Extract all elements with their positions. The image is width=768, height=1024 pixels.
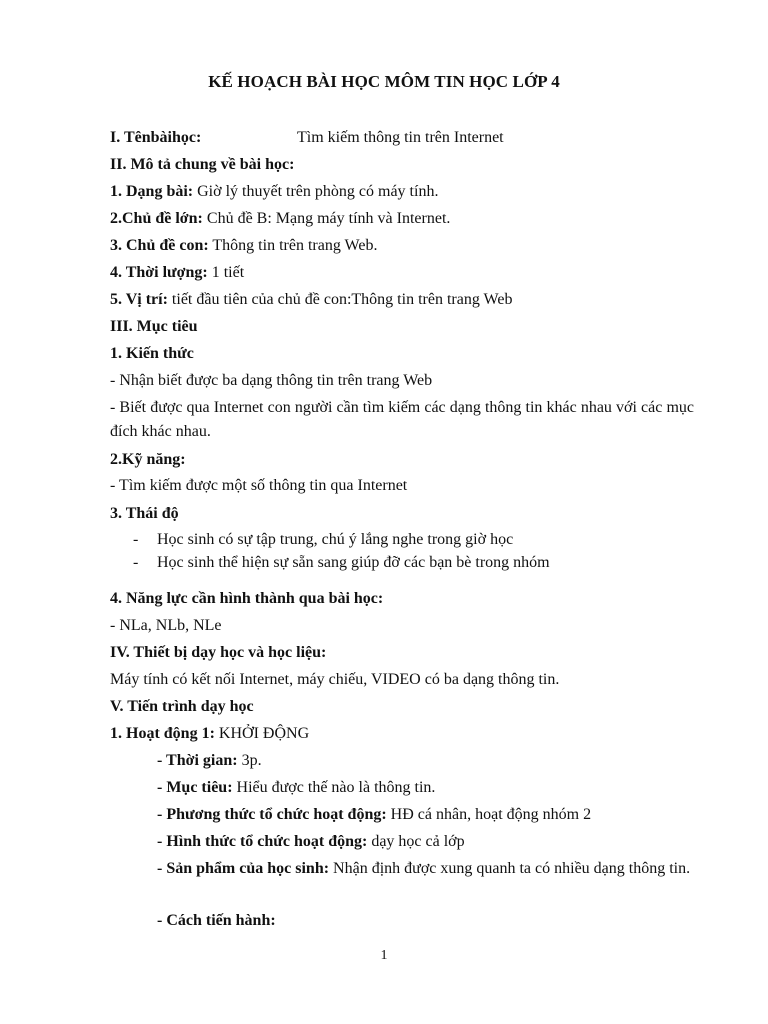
knowledge-heading: 1. Kiến thức — [110, 345, 194, 362]
attitude-list-item — [133, 529, 694, 551]
product-value: Nhận định được xung quanh ta có nhiều dạng thông tin. — [329, 860, 691, 877]
item5-value: tiết đầu tiên của chủ đề con:Thông tin trên trang Web — [167, 291, 513, 308]
lesson-name-row — [110, 127, 694, 149]
item1-value: Giờ lý thuyết trên phòng có máy tính. — [193, 183, 439, 200]
attitude-heading: 3. Thái độ — [110, 505, 179, 522]
lesson-name-value: Tìm kiếm thông tin trên Internet — [297, 129, 504, 146]
equipment-value: Máy tính có kết nối Internet, máy chiếu, VIDEO có ba dạng thông tin. — [110, 671, 560, 688]
attitude-item-text: Học sinh có sự tập trung, chú ý lắng nghe trong giờ học — [157, 531, 514, 548]
activity1-label: 1. Hoạt động 1: — [110, 725, 215, 742]
attitude-item-text: Học sinh thể hiện sự sẵn sang giúp đỡ các bạn bè trong nhóm — [157, 554, 550, 571]
section2-heading: II. Mô tả chung về bài học: — [110, 156, 295, 173]
bullet-dash: - — [133, 531, 139, 548]
item3-value: Thông tin trên trang Web. — [208, 237, 378, 254]
item1-row — [110, 181, 694, 203]
skills-heading: 2.Kỹ năng: — [110, 451, 186, 468]
page-title: KẾ HOẠCH BÀI HỌC MÔM TIN HỌC LỚP 4 — [208, 72, 560, 91]
item3-label: 3. Chủ đề con: — [110, 237, 209, 254]
item1-label: 1. Dạng bài: — [110, 183, 194, 200]
page-number: 1 — [380, 948, 388, 963]
item2-value: Chủ đề B: Mạng máy tính và Internet. — [202, 210, 451, 227]
skills-item-1: - Tìm kiếm được một số thông tin qua Internet — [110, 477, 408, 494]
activity1-value: KHỞI ĐỘNG — [214, 725, 310, 742]
bullet-dash: - — [133, 554, 139, 571]
goal-label: - Mục tiêu: — [157, 779, 233, 796]
product-row — [157, 857, 694, 881]
competency-value: - NLa, NLb, NLe — [110, 617, 222, 634]
time-row — [157, 750, 694, 772]
competency-heading: 4. Năng lực cần hình thành qua bài học: — [110, 590, 384, 607]
knowledge-item-2: - Biết được qua Internet con người cần tìm kiếm các dạng thông tin khác nhau với các mục đích khác nhau. — [110, 399, 694, 440]
procedure-label: - Cách tiến hành: — [157, 912, 276, 929]
lesson-name-label: I. Tênbàihọc: — [110, 129, 202, 146]
item4-label: 4. Thời lượng: — [110, 264, 208, 281]
form-value: dạy học cả lớp — [367, 833, 465, 850]
time-label: - Thời gian: — [157, 752, 238, 769]
item5-label: 5. Vị trí: — [110, 291, 168, 308]
item2-label: 2.Chủ đề lớn: — [110, 210, 203, 227]
method-label: - Phương thức tổ chức hoạt động: — [157, 806, 387, 823]
item4-row — [110, 262, 694, 284]
knowledge-item-1: - Nhận biết được ba dạng thông tin trên trang Web — [110, 372, 433, 389]
section3-heading: III. Mục tiêu — [110, 318, 198, 335]
form-row — [157, 831, 694, 853]
section4-heading: IV. Thiết bị dạy học và học liệu: — [110, 644, 327, 661]
item4-value: 1 tiết — [207, 264, 245, 281]
section5-heading: V. Tiến trình dạy học — [110, 698, 254, 715]
time-value: 3p. — [237, 752, 262, 769]
item2-row — [110, 208, 694, 230]
method-value: HĐ cá nhân, hoạt động nhóm 2 — [386, 806, 592, 823]
product-label: - Sản phẩm của học sinh: — [157, 860, 330, 877]
item3-row — [110, 235, 694, 257]
item5-row — [110, 289, 694, 311]
goal-row — [157, 777, 694, 799]
goal-value: Hiểu được thế nào là thông tin. — [232, 779, 436, 796]
form-label: - Hình thức tổ chức hoạt động: — [157, 833, 368, 850]
activity1-row — [110, 723, 694, 745]
method-row — [157, 804, 694, 826]
attitude-list-item — [133, 552, 694, 574]
